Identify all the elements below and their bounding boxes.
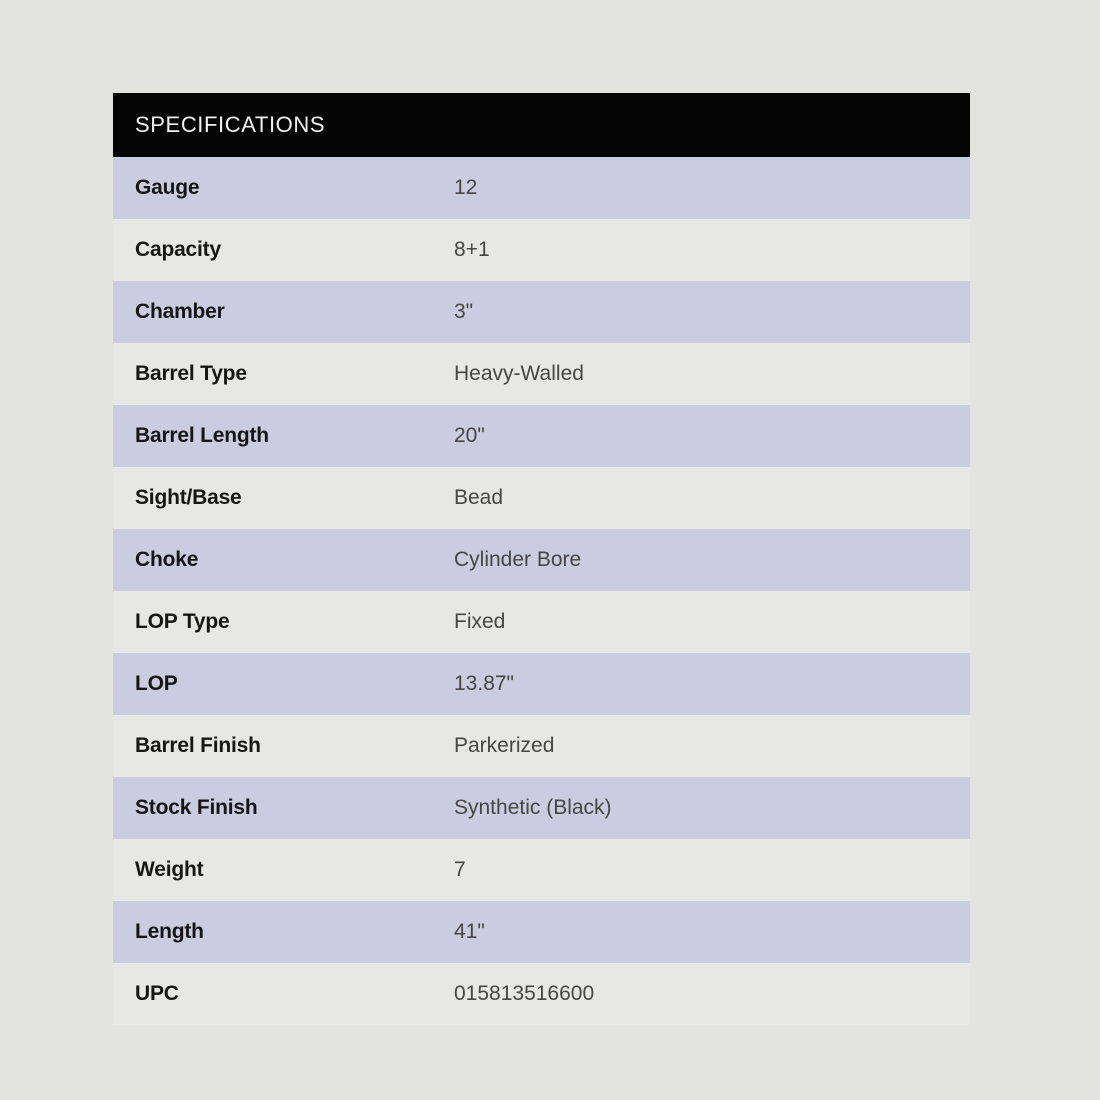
spec-label: Chamber	[135, 300, 225, 323]
spec-value: 7	[454, 858, 466, 881]
spec-label: Stock Finish	[135, 796, 258, 819]
spec-value: Cylinder Bore	[454, 548, 582, 571]
spec-value: Fixed	[454, 610, 506, 633]
spec-value: Heavy-Walled	[454, 362, 584, 385]
spec-label: Length	[135, 920, 204, 943]
spec-value: 015813516600	[454, 982, 595, 1005]
spec-label: Barrel Finish	[135, 734, 261, 757]
spec-label: Capacity	[135, 238, 221, 261]
spec-value: 13.87"	[454, 672, 515, 695]
spec-value: 3"	[454, 300, 474, 323]
spec-value: 41"	[454, 920, 485, 943]
spec-row	[113, 901, 970, 963]
spec-label: Sight/Base	[135, 486, 242, 509]
spec-label: Gauge	[135, 176, 200, 199]
spec-label: UPC	[135, 982, 179, 1005]
spec-row	[113, 219, 970, 281]
spec-row	[113, 157, 970, 219]
spec-value: Parkerized	[454, 734, 555, 757]
spec-row	[113, 405, 970, 467]
spec-row	[113, 281, 970, 343]
spec-row	[113, 529, 970, 591]
spec-value: 8+1	[454, 238, 490, 261]
spec-row	[113, 343, 970, 405]
specifications-table	[113, 93, 970, 1025]
spec-row	[113, 777, 970, 839]
spec-row	[113, 467, 970, 529]
spec-label: Choke	[135, 548, 199, 571]
spec-label: LOP	[135, 672, 178, 695]
spec-row	[113, 715, 970, 777]
specifications-rows	[113, 157, 970, 1025]
spec-row	[113, 963, 970, 1025]
specifications-title: SPECIFICATIONS	[135, 112, 326, 137]
spec-row	[113, 653, 970, 715]
spec-value: 12	[454, 176, 478, 199]
spec-value: 20"	[454, 424, 485, 447]
spec-row	[113, 839, 970, 901]
spec-label: Barrel Length	[135, 424, 269, 447]
specifications-header	[113, 93, 970, 157]
spec-value: Bead	[454, 486, 504, 509]
spec-label: Weight	[135, 858, 204, 881]
spec-row	[113, 591, 970, 653]
spec-value: Synthetic (Black)	[454, 796, 612, 819]
spec-label: LOP Type	[135, 610, 230, 633]
spec-label: Barrel Type	[135, 362, 247, 385]
